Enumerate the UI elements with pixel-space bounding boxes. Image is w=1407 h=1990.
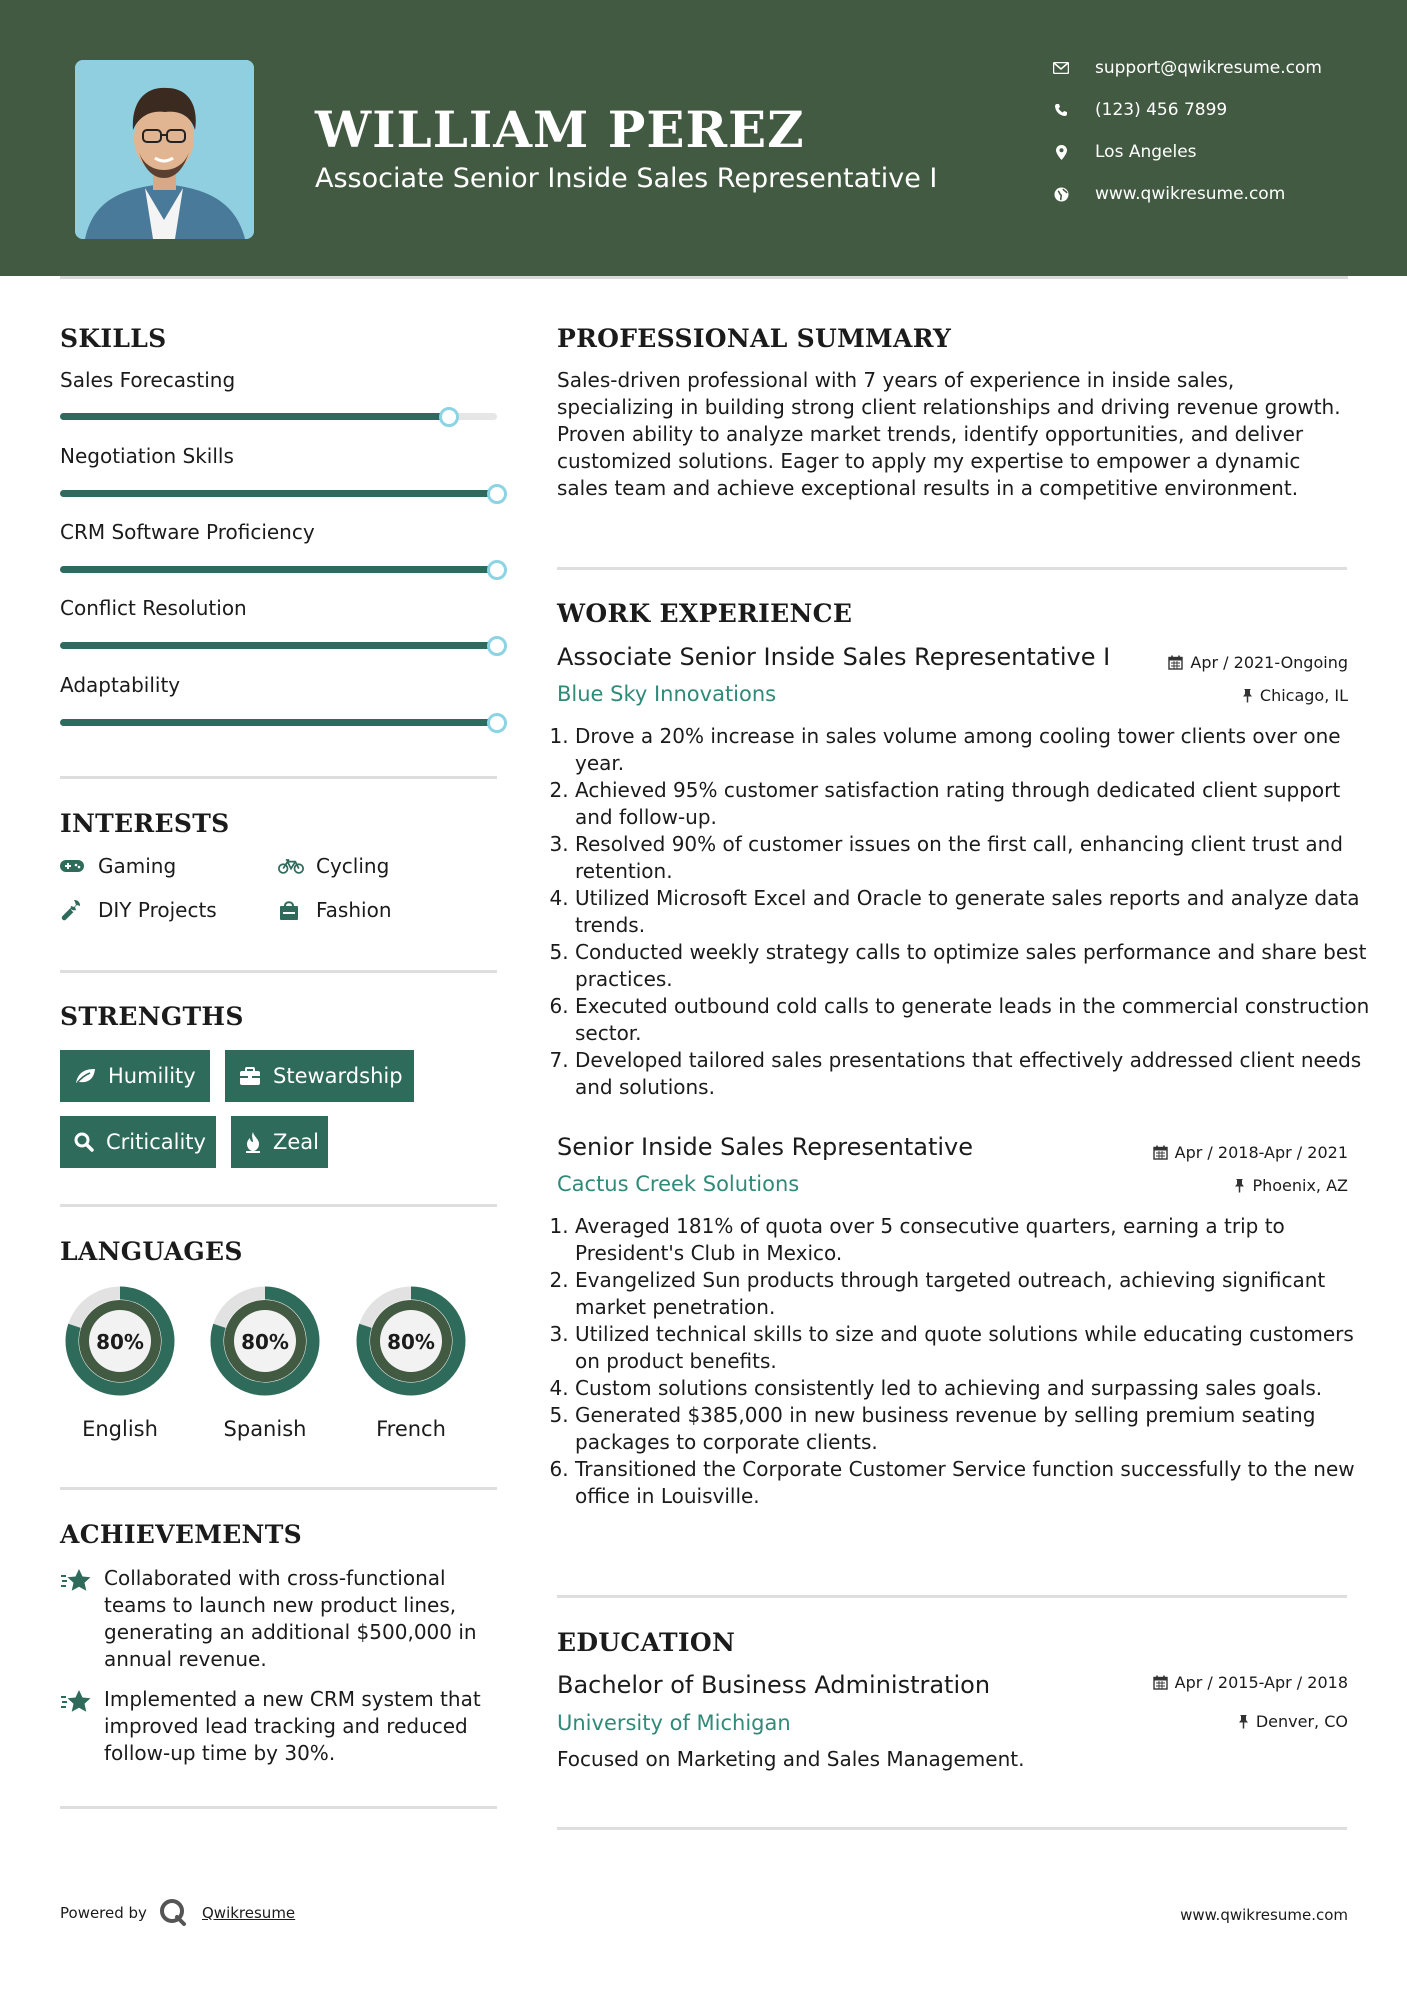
strength-label: Stewardship: [273, 1064, 403, 1088]
pushpin-icon: [1234, 1178, 1245, 1193]
phone-icon: [1050, 103, 1072, 117]
section-divider: [60, 776, 497, 779]
responsibility-item: 5. Generated $385,000 in new business revenue by selling premium seating packages to corporate clients.: [575, 1402, 1375, 1456]
language-gauge: [204, 1280, 326, 1406]
skill-bar-fill: [60, 413, 449, 420]
education-degree: Bachelor of Business Administration: [557, 1671, 991, 1699]
contact-website-text: www.qwikresume.com: [1095, 184, 1286, 204]
summary-text: Sales-driven professional with 7 years of experience in inside sales, specializing in building strong client relationships and driving revenue growth. Proven ability to analyze market trends, identify opportunities, and deliver customized solutions. Eager to apply my expertise to empower a dynamic sales team and achieve exceptional results in a competitive environment.: [557, 368, 1341, 500]
language-percent: 80%: [96, 1330, 144, 1354]
section-divider: [60, 1487, 497, 1490]
skill-bar-knob: [439, 407, 459, 427]
strength-tag: [231, 1116, 328, 1168]
interest-item: [60, 898, 217, 922]
contact-location: [1050, 142, 1197, 162]
language-percent: 80%: [241, 1330, 289, 1354]
job-location-text: Phoenix, AZ: [1252, 1176, 1348, 1195]
resume-header: [0, 0, 1407, 276]
search-icon: [74, 1132, 94, 1152]
powered-by-label: Powered by: [60, 1904, 147, 1922]
footer-url[interactable]: www.qwikresume.com: [1180, 1906, 1348, 1924]
calendar-icon: [1168, 655, 1183, 670]
skill-label: CRM Software Proficiency: [60, 520, 315, 544]
responsibility-item: 4. Utilized Microsoft Excel and Oracle to generate sales reports and analyze data trends.: [575, 885, 1375, 939]
skill-bar-fill: [60, 490, 497, 497]
language-gauge-ring: [204, 1280, 326, 1402]
responsibility-item: 4. Custom solutions consistently led to achieving and surpassing sales goals.: [575, 1375, 1375, 1402]
profile-photo: [75, 60, 254, 239]
achievement-item: [60, 1565, 500, 1673]
gamepad-icon: [60, 859, 86, 873]
skill-bar-fill: [60, 642, 497, 649]
section-divider: [557, 1827, 1347, 1830]
skill-bar-fill: [60, 566, 497, 573]
languages-heading: LANGUAGES: [60, 1237, 243, 1266]
language-gauge-ring: [350, 1280, 472, 1402]
work-experience-heading: WORK EXPERIENCE: [557, 599, 853, 628]
skill-label: Sales Forecasting: [60, 368, 236, 392]
interest-label: Fashion: [316, 898, 392, 922]
contact-website[interactable]: [1050, 184, 1285, 204]
job-dates: [1168, 653, 1348, 672]
job-location: [1234, 1176, 1348, 1195]
section-divider: [557, 567, 1347, 570]
section-divider: [557, 1595, 1347, 1598]
wrench-icon: [60, 899, 86, 921]
responsibility-item: 6. Transitioned the Corporate Customer Service function successfully to the new office in Louisville.: [575, 1456, 1375, 1510]
responsibility-item: 3. Resolved 90% of customer issues on the first call, enhancing client trust and retention.: [575, 831, 1375, 885]
skill-bar: [60, 566, 497, 573]
strengths-heading: STRENGTHS: [60, 1002, 244, 1031]
responsibility-item: 5. Conducted weekly strategy calls to optimize sales performance and share best practices.: [575, 939, 1375, 993]
job-company: Blue Sky Innovations: [557, 682, 777, 706]
contact-phone-text: (123) 456 7899: [1095, 100, 1228, 120]
globe-icon: [1050, 187, 1072, 202]
education-dates: [1153, 1673, 1348, 1692]
pushpin-icon: [1242, 688, 1253, 703]
education-note: Focused on Marketing and Sales Management.: [557, 1747, 1025, 1771]
job-location-text: Chicago, IL: [1259, 686, 1348, 705]
bicycle-icon: [278, 857, 304, 875]
interests-heading: INTERESTS: [60, 809, 230, 838]
responsibility-item: 7. Developed tailored sales presentations that effectively addressed client needs and solutions.: [575, 1047, 1375, 1101]
responsibility-item: 1. Drove a 20% increase in sales volume among cooling tower clients over one year.: [575, 723, 1375, 777]
interest-label: Gaming: [98, 854, 177, 878]
skill-bar: [60, 490, 497, 497]
job-title: Associate Senior Inside Sales Representative I: [557, 643, 1111, 671]
language-label: English: [82, 1417, 158, 1441]
calendar-icon: [1153, 1675, 1168, 1690]
skill-bar: [60, 413, 497, 420]
strength-label: Zeal: [273, 1130, 320, 1154]
interest-item: [278, 898, 392, 922]
leaf-icon: [74, 1067, 96, 1085]
skill-bar-knob: [487, 636, 507, 656]
job-dates: [1153, 1143, 1348, 1162]
education-location-text: Denver, CO: [1255, 1712, 1348, 1731]
job-responsibilities: [557, 723, 1375, 1101]
strength-label: Criticality: [106, 1130, 206, 1154]
language-percent: 80%: [387, 1330, 435, 1354]
responsibility-item: 3. Utilized technical skills to size and quote solutions while educating customers on product benefits.: [575, 1321, 1375, 1375]
education-school: University of Michigan: [557, 1711, 791, 1735]
contact-email[interactable]: [1050, 58, 1322, 78]
candidate-title: Associate Senior Inside Sales Representative I: [315, 163, 938, 194]
section-divider: [60, 1204, 497, 1207]
achievement-item: [60, 1686, 500, 1767]
skill-bar: [60, 642, 497, 649]
responsibility-item: 1. Averaged 181% of quota over 5 consecutive quarters, earning a trip to President's Club in Mexico.: [575, 1213, 1375, 1267]
language-label: Spanish: [223, 1417, 307, 1441]
strength-label: Humility: [108, 1064, 196, 1088]
candidate-name: WILLIAM PEREZ: [315, 100, 805, 159]
skill-bar-fill: [60, 719, 497, 726]
strength-tag: [60, 1116, 216, 1168]
interest-item: [60, 854, 176, 878]
achievement-text: Implemented a new CRM system that improved lead tracking and reduced follow-up time by 30%.: [104, 1687, 481, 1765]
envelope-icon: [1050, 62, 1072, 74]
strength-tag: [225, 1050, 414, 1102]
fire-icon: [245, 1131, 261, 1153]
contact-location-text: Los Angeles: [1095, 142, 1197, 162]
achievement-text: Collaborated with cross-functional teams to launch new product lines, generating an additional $500,000 in annual revenue.: [104, 1566, 477, 1671]
qwikresume-link[interactable]: Qwikresume: [202, 1904, 296, 1922]
skills-heading: SKILLS: [60, 324, 167, 353]
achievements-heading: ACHIEVEMENTS: [60, 1520, 302, 1549]
language-gauge: [350, 1280, 472, 1406]
job-dates-text: Apr / 2018-Apr / 2021: [1174, 1143, 1348, 1162]
education-location: [1238, 1712, 1348, 1731]
job-company: Cactus Creek Solutions: [557, 1172, 800, 1196]
job-title: Senior Inside Sales Representative: [557, 1133, 974, 1161]
pushpin-icon: [1238, 1714, 1249, 1729]
language-gauge-ring: [59, 1280, 181, 1402]
strength-tag: [60, 1050, 210, 1102]
skill-label: Adaptability: [60, 673, 181, 697]
location-pin-icon: [1050, 145, 1072, 160]
job-location: [1242, 686, 1348, 705]
skill-bar-knob: [487, 484, 507, 504]
section-divider: [60, 1806, 497, 1809]
contact-phone[interactable]: [1050, 100, 1227, 120]
responsibility-item: 2. Evangelized Sun products through targeted outreach, achieving significant market penetration.: [575, 1267, 1375, 1321]
shopping-bag-icon: [278, 899, 304, 921]
education-dates-text: Apr / 2015-Apr / 2018: [1174, 1673, 1348, 1692]
contact-email-text: support@qwikresume.com: [1095, 58, 1322, 78]
skill-bar-knob: [487, 560, 507, 580]
calendar-icon: [1153, 1145, 1168, 1160]
skill-bar: [60, 719, 497, 726]
interest-item: [278, 854, 389, 878]
skill-label: Conflict Resolution: [60, 596, 247, 620]
interest-label: DIY Projects: [98, 898, 217, 922]
briefcase-icon: [239, 1067, 261, 1086]
responsibility-item: 2. Achieved 95% customer satisfaction rating through dedicated client support and follow-up.: [575, 777, 1375, 831]
job-responsibilities: [557, 1213, 1375, 1510]
interest-label: Cycling: [316, 854, 390, 878]
responsibility-item: 6. Executed outbound cold calls to generate leads in the commercial construction sector.: [575, 993, 1375, 1047]
language-gauge: [59, 1280, 181, 1406]
qwikresume-logo-icon: [158, 1897, 188, 1931]
skill-label: Negotiation Skills: [60, 444, 234, 468]
header-divider: [60, 276, 1348, 279]
skill-bar-knob: [487, 713, 507, 733]
education-heading: EDUCATION: [557, 1628, 736, 1657]
summary-heading: PROFESSIONAL SUMMARY: [557, 324, 952, 353]
section-divider: [60, 970, 497, 973]
star-icon: [60, 1565, 104, 1673]
job-dates-text: Apr / 2021-Ongoing: [1190, 653, 1348, 672]
star-icon: [60, 1686, 104, 1767]
language-label: French: [376, 1417, 446, 1441]
